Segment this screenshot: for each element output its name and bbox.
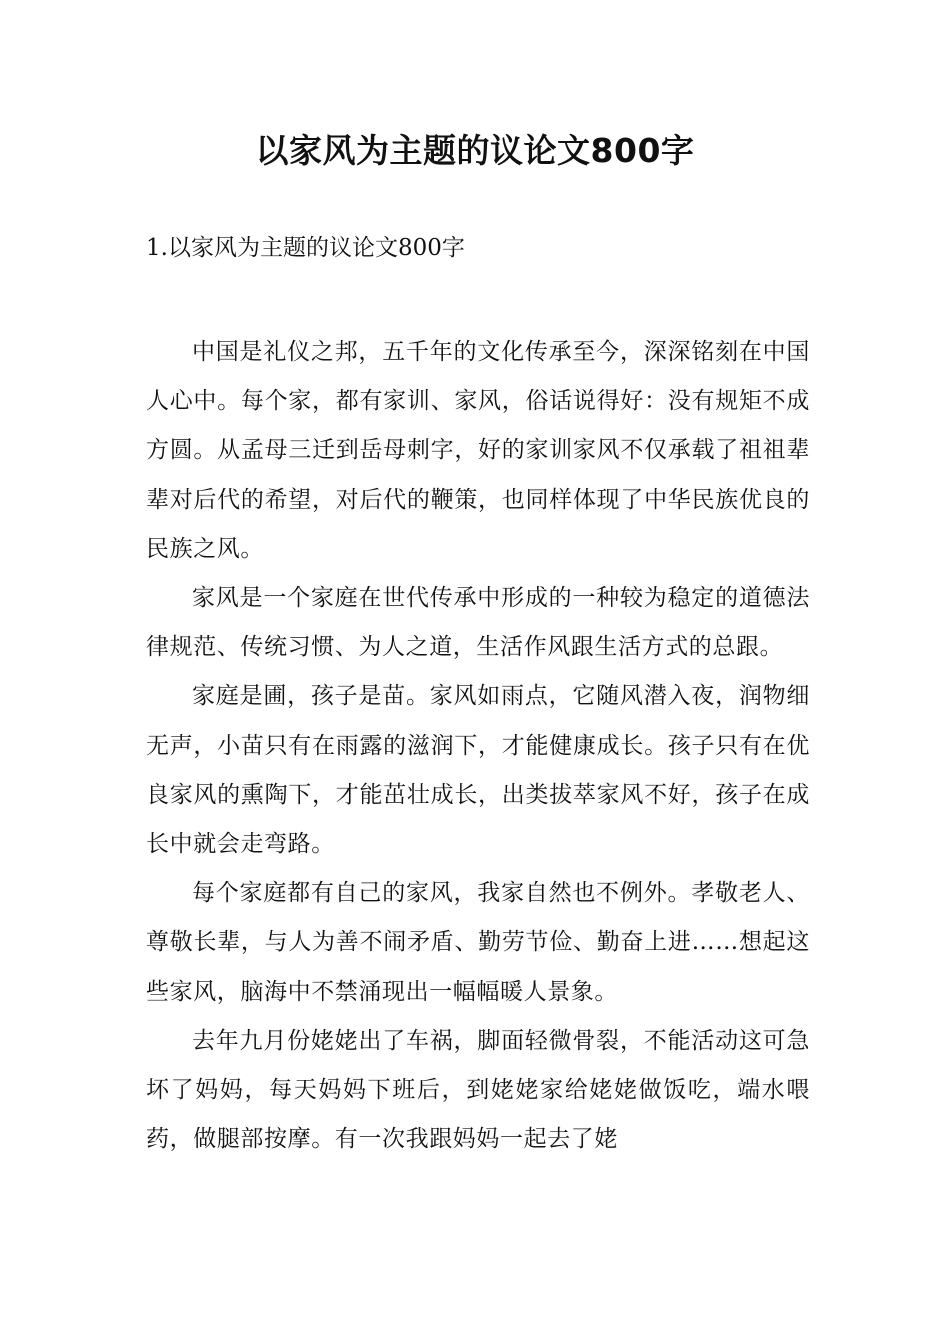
paragraph: 每个家庭都有自己的家风，我家自然也不例外。孝敬老人、尊敬长辈，与人为善不闹矛盾、勤劳节俭、勤奋上进……想起这些家风，脑海中不禁涌现出一幅幅暖人景象。 [146, 880, 810, 1005]
section-heading: 1.以家风为主题的议论文800字 [146, 235, 465, 261]
paragraph: 去年九月份姥姥出了车祸，脚面轻微骨裂，不能活动这可急坏了妈妈，每天妈妈下班后，到姥姥家给姥姥做饭吃，端水喂药，做腿部按摩。有一次我跟妈妈一起去了姥 [146, 1027, 810, 1153]
paragraph: 中国是礼仪之邦，五千年的文化传承至今，深深铭刻在中国人心中。每个家，都有家训、家风，俗话说得好：没有规矩不成方圆。从孟母三迁到岳母刺字，好的家训家风不仅承载了祖祖辈辈对后代的希望，对后代的鞭策，也同样体现了中华民族优良的民族之风。 [146, 339, 810, 562]
document-title: 以家风为主题的议论文800字 [255, 131, 695, 170]
paragraph: 家风是一个家庭在世代传承中形成的一种较为稳定的道德法律规范、传统习惯、为人之道，生活作风跟生活方式的总跟。 [146, 585, 810, 661]
essay-body [146, 328, 810, 1164]
paragraph: 家庭是圃，孩子是苗。家风如雨点，它随风潜入夜，润物细无声，小苗只有在雨露的滋润下，才能健康成长。孩子只有在优良家风的熏陶下，才能茁壮成长，出类拔萃家风不好，孩子在成长中就会走弯路。 [146, 683, 810, 858]
